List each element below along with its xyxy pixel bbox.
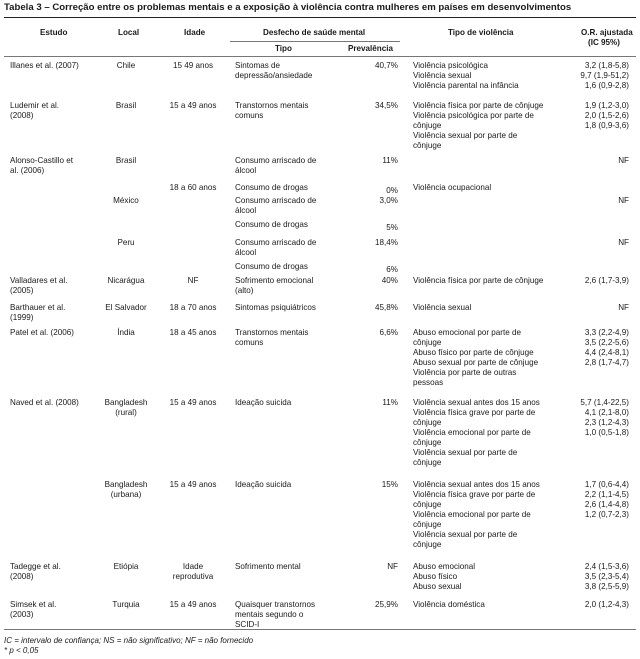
cell-desfecho-tipo: comuns <box>235 111 264 120</box>
cell-local: Nicarágua <box>107 276 145 285</box>
header-or-line1: O.R. ajustada <box>581 28 633 37</box>
cell-idade: 15 a 49 anos <box>169 398 217 407</box>
cell-tipo-violencia: Abuso emocional <box>413 562 476 571</box>
cell-local: Brasil <box>115 101 137 110</box>
cell-or: 2,0 (1,2-4,3) <box>584 600 629 609</box>
cell-tipo-violencia: Violência psicológica <box>413 61 488 70</box>
cell-tipo-violencia: cônjuge <box>413 438 442 447</box>
header-tipo-violencia: Tipo de violência <box>448 28 514 37</box>
cell-prevalencia: 40,7% <box>375 61 398 70</box>
cell-local: Turquia <box>112 600 140 609</box>
header-estudo: Estudo <box>40 28 68 37</box>
cell-idade: 18 a 70 anos <box>169 303 217 312</box>
cell-local: México <box>113 196 139 205</box>
cell-idade: 15 a 49 anos <box>169 600 217 609</box>
cell-tipo-violencia: Violência sexual por parte de <box>413 530 518 539</box>
cell-or: 3,5 (2,3-5,4) <box>584 572 629 581</box>
cell-idade: 15 a 49 anos <box>169 480 217 489</box>
cell-prevalencia: 18,4% <box>375 238 398 247</box>
cell-desfecho-tipo: Consumo de drogas <box>235 183 308 192</box>
cell-tipo-violencia: Violência doméstica <box>413 600 485 609</box>
cell-tipo-violencia: Abuso sexual <box>413 582 462 591</box>
cell-tipo-violencia: Violência ocupacional <box>413 183 492 192</box>
cell-idade: 15 49 anos <box>172 61 214 70</box>
cell-desfecho-tipo: depressão/ansiedade <box>235 71 313 80</box>
cell-desfecho-tipo: Quaisquer transtornos <box>235 600 316 609</box>
cell-or: 3,3 (2,2-4,9) <box>584 328 629 337</box>
cell-desfecho-tipo: Transtornos mentais <box>235 101 309 110</box>
cell-tipo-violencia: Abuso físico <box>413 572 458 581</box>
cell-desfecho-tipo: mentais segundo o <box>235 610 304 619</box>
cell-prevalencia: 6,6% <box>379 328 398 337</box>
cell-tipo-violencia: cônjuge <box>413 141 442 150</box>
cell-tipo-violencia: Abuso sexual por parte de cônjuge <box>413 358 539 367</box>
cell-or: 4,1 (2,1-8,0) <box>584 408 629 417</box>
cell-estudo: Naved et al. (2008) <box>10 398 79 407</box>
cell-tipo-violencia: pessoas <box>413 378 444 387</box>
header-prevalencia: Prevalência <box>348 44 393 53</box>
cell-or: 1,6 (0,9-2,8) <box>584 81 629 90</box>
cell-tipo-violencia: Violência física por parte de cônjuge <box>413 276 544 285</box>
cell-desfecho-tipo: comuns <box>235 338 264 347</box>
cell-or: 2,4 (1,5-3,6) <box>584 562 629 571</box>
cell-tipo-violencia: Violência física grave por parte de <box>413 408 536 417</box>
cell-desfecho-tipo: Consumo arriscado de <box>235 156 317 165</box>
cell-tipo-violencia: cônjuge <box>413 338 442 347</box>
cell-or: 2,8 (1,7-4,7) <box>584 358 629 367</box>
cell-or: NF <box>618 156 629 165</box>
cell-local: El Salvador <box>105 303 147 312</box>
cell-tipo-violencia: Violência física grave por parte de <box>413 490 536 499</box>
cell-tipo-violencia: Violência sexual antes dos 15 anos <box>413 398 540 407</box>
cell-prevalencia: 3,0% <box>379 196 398 205</box>
cell-desfecho-tipo: Sintomas de <box>235 61 280 70</box>
cell-or: NF <box>618 303 629 312</box>
cell-prevalencia: 6% <box>386 265 398 274</box>
cell-or: NF <box>618 238 629 247</box>
cell-prevalencia: 0% <box>386 186 398 195</box>
cell-or: 1,0 (0,5-1,8) <box>584 428 629 437</box>
cell-tipo-violencia: Violência psicológica por parte de <box>413 111 534 120</box>
cell-local: Bangladesh <box>104 480 148 489</box>
cell-tipo-violencia: Violência física por parte de cônjuge <box>413 101 544 110</box>
cell-desfecho-tipo: Sofrimento emocional <box>235 276 314 285</box>
cell-estudo: Simsek et al. <box>10 600 57 609</box>
cell-desfecho-tipo: Transtornos mentais <box>235 328 309 337</box>
cell-estudo: (2008) <box>10 111 34 120</box>
cell-prevalencia: 15% <box>381 480 398 489</box>
cell-estudo: Patel et al. (2006) <box>10 328 74 337</box>
cell-idade: 18 a 60 anos <box>169 183 217 192</box>
cell-local: Chile <box>116 61 136 70</box>
cell-tipo-violencia: cônjuge <box>413 458 442 467</box>
cell-idade: Idade <box>182 562 204 571</box>
cell-desfecho-tipo: álcool <box>235 206 257 215</box>
cell-tipo-violencia: cônjuge <box>413 121 442 130</box>
cell-desfecho-tipo: Consumo de drogas <box>235 220 308 229</box>
cell-local: (rural) <box>115 408 137 417</box>
cell-tipo-violencia: cônjuge <box>413 500 442 509</box>
cell-idade: 15 a 49 anos <box>169 101 217 110</box>
cell-desfecho-tipo: Sofrimento mental <box>235 562 301 571</box>
cell-prevalencia: NF <box>387 562 398 571</box>
cell-local: (urbana) <box>110 490 142 499</box>
cell-desfecho-tipo: Ideação suicida <box>235 398 292 407</box>
cell-tipo-violencia: Abuso físico por parte de cônjuge <box>413 348 534 357</box>
cell-prevalencia: 45,8% <box>375 303 398 312</box>
cell-tipo-violencia: Violência sexual <box>413 303 472 312</box>
cell-or: 3,8 (2,5-5,9) <box>584 582 629 591</box>
cell-desfecho-tipo: Sintomas psiquiátricos <box>235 303 316 312</box>
cell-estudo: Tadegge et al. <box>10 562 61 571</box>
footnote-significance: * p < 0,05 <box>4 646 39 655</box>
cell-idade: reprodutiva <box>172 572 214 581</box>
cell-estudo: Alonso-Castillo et <box>10 156 73 165</box>
cell-tipo-violencia: cônjuge <box>413 418 442 427</box>
cell-idade: NF <box>187 276 199 285</box>
header-rule <box>4 56 636 57</box>
cell-local: Índia <box>117 328 135 337</box>
header-tipo: Tipo <box>275 44 292 53</box>
cell-idade: 18 a 45 anos <box>169 328 217 337</box>
cell-desfecho-tipo: Ideação suicida <box>235 480 292 489</box>
cell-or: 2,3 (1,2-4,3) <box>584 418 629 427</box>
cell-prevalencia: 11% <box>382 156 398 165</box>
cell-prevalencia: 5% <box>386 223 398 232</box>
cell-tipo-violencia: Violência sexual por parte de <box>413 131 518 140</box>
cell-tipo-violencia: cônjuge <box>413 520 442 529</box>
header-idade: Idade <box>184 28 206 37</box>
cell-desfecho-tipo: Consumo arriscado de <box>235 238 317 247</box>
cell-local: Peru <box>117 238 135 247</box>
cell-tipo-violencia: Violência por parte de outras <box>413 368 517 377</box>
bottom-rule <box>4 629 636 630</box>
cell-or: 1,9 (1,2-3,0) <box>584 101 629 110</box>
header-desfecho: Desfecho de saúde mental <box>263 28 366 37</box>
table-title: Tabela 3 – Correção entre os problemas mentais e a exposição à violência contra mulheres em países em desenvolvimentos <box>4 2 572 13</box>
cell-or: 1,7 (0,6-4,4) <box>584 480 629 489</box>
cell-prevalencia: 25,9% <box>375 600 398 609</box>
cell-estudo: Barthauer et al. <box>10 303 66 312</box>
cell-estudo: (2008) <box>10 572 34 581</box>
header-local: Local <box>118 28 140 37</box>
cell-or: 3,2 (1,8-5,8) <box>584 61 629 70</box>
cell-estudo: Valladares et al. <box>10 276 68 285</box>
cell-or: 4,4 (2,4-8,1) <box>584 348 629 357</box>
cell-estudo: (1999) <box>10 313 34 322</box>
cell-tipo-violencia: Violência sexual por parte de <box>413 448 518 457</box>
cell-tipo-violencia: Violência sexual antes dos 15 anos <box>413 480 540 489</box>
cell-estudo: al. (2006) <box>10 166 45 175</box>
header-or-line2: (IC 95%) <box>588 38 620 47</box>
cell-tipo-violencia: cônjuge <box>413 540 442 549</box>
cell-desfecho-tipo: álcool <box>235 248 257 257</box>
cell-estudo: (2005) <box>10 286 34 295</box>
cell-or: 1,2 (0,7-2,3) <box>584 510 629 519</box>
footnote-abbreviations: IC = intervalo de confiança; NS = não significativo; NF = não fornecido <box>4 636 254 645</box>
cell-prevalencia: 34,5% <box>375 101 398 110</box>
cell-or: 3,5 (2,2-5,6) <box>584 338 629 347</box>
cell-tipo-violencia: Violência sexual <box>413 71 472 80</box>
cell-local: Bangladesh <box>104 398 148 407</box>
cell-desfecho-tipo: Consumo de drogas <box>235 262 308 271</box>
cell-or: 5,7 (1,4-22,5) <box>580 398 629 407</box>
top-rule <box>4 17 636 18</box>
cell-or: 1,8 (0,9-3,6) <box>584 121 629 130</box>
cell-local: Brasil <box>115 156 137 165</box>
cell-tipo-violencia: Violência emocional por parte de <box>413 428 531 437</box>
cell-tipo-violencia: Abuso emocional por parte de <box>413 328 521 337</box>
cell-tipo-violencia: Violência parental na infância <box>413 81 519 90</box>
cell-tipo-violencia: Violência emocional por parte de <box>413 510 531 519</box>
cell-prevalencia: 11% <box>382 398 398 407</box>
cell-or: 2,0 (1,5-2,6) <box>584 111 629 120</box>
cell-desfecho-tipo: (alto) <box>235 286 254 295</box>
desfecho-rule <box>230 41 400 42</box>
cell-estudo: Ludemir et al. <box>10 101 60 110</box>
cell-desfecho-tipo: Consumo arriscado de <box>235 196 317 205</box>
cell-or: 2,6 (1,4-4,8) <box>584 500 629 509</box>
cell-or: NF <box>618 196 629 205</box>
cell-prevalencia: 40% <box>381 276 398 285</box>
cell-desfecho-tipo: SCID-I <box>235 620 260 629</box>
cell-desfecho-tipo: álcool <box>235 166 257 175</box>
cell-or: 9,7 (1,9-51,2) <box>580 71 629 80</box>
cell-local: Etiópia <box>113 562 139 571</box>
cell-estudo: Illanes et al. (2007) <box>10 61 79 70</box>
cell-estudo: (2003) <box>10 610 34 619</box>
cell-or: 2,6 (1,7-3,9) <box>584 276 629 285</box>
cell-or: 2,2 (1,1-4,5) <box>584 490 629 499</box>
